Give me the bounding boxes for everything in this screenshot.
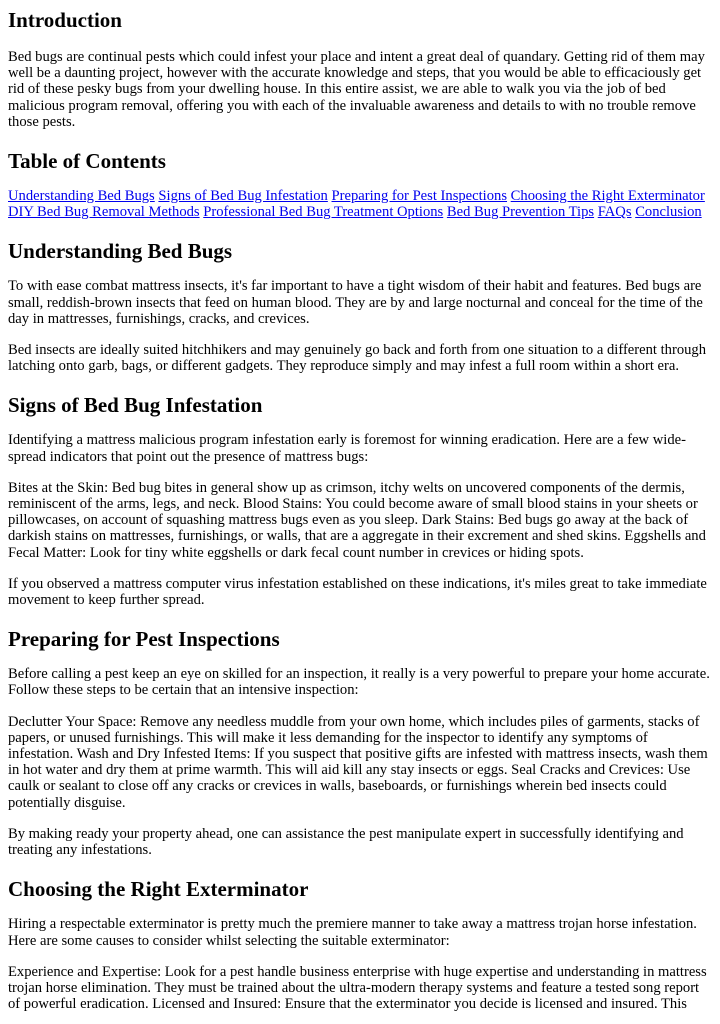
preparing-section — [8, 626, 712, 858]
signs-section — [8, 392, 712, 608]
intro-heading: Introduction — [8, 8, 122, 32]
toc-link-faqs[interactable]: FAQs — [597, 204, 632, 221]
toc-link-prevention[interactable]: Bed Bug Prevention Tips — [446, 204, 595, 221]
preparing-heading: Preparing for Pest Inspections — [8, 627, 280, 652]
intro-paragraph: Bed bugs are continual pests which could infest your place and intent a great deal of quandary. Getting rid of them may well be a daunting project, however with the accurate knowledge and steps, that you would be able to efficaciously get rid of these pesky bugs from your dwelling house. In this entire assist, we are able to walk you via the job of bed malicious program removal, offering you with each of the invaluable awareness and details to with no trouble remove those pests. — [8, 49, 705, 130]
toc-link-understanding[interactable]: Understanding Bed Bugs — [8, 188, 155, 205]
signs-paragraph-3: If you observed a mattress computer virus infestation established on these indications, it's miles great to take immediate movement to keep further spread. — [8, 575, 707, 609]
toc-link-choosing[interactable]: Choosing the Right Exterminator — [510, 188, 705, 205]
choosing-heading: Choosing the Right Exterminator — [8, 877, 309, 902]
toc-links — [8, 188, 712, 220]
preparing-paragraph-2: Declutter Your Space: Remove any needless muddle from your own home, which includes piles of garments, stacks of papers, or unused furnishings. This will make it less demanding for the inspector to identify any symptoms of infestation. Wash and Dry Infested Items: If you suspect that positive gifts are infested with mattress insects, wash them in hot water and dry them at prime warmth. This will aid kill any stay insects or eggs. Seal Cracks and Crevices: Use caulk or sealant to close off any cracks or crevices in walls, baseboards, or furnishings wherein bed insects could potentially disguise. — [8, 713, 708, 811]
toc-section — [8, 148, 712, 220]
article — [0, 7, 720, 1012]
understanding-paragraph-1: To with ease combat mattress insects, it's far important to have a tight wisdom of their habit and features. Bed bugs are small, reddish-brown insects that feed on human blood. They are by and large nocturnal and conceal for the time of the day in mattresses, furnishings, cracks, and crevices. — [8, 278, 703, 327]
choosing-section — [8, 876, 712, 1012]
toc-link-preparing[interactable]: Preparing for Pest Inspections — [331, 188, 508, 205]
intro-section — [8, 7, 712, 130]
toc-link-professional[interactable]: Professional Bed Bug Treatment Options — [203, 204, 444, 221]
preparing-paragraph-3: By making ready your property ahead, one can assistance the pest manipulate expert in successfully identifying and treating any infestations. — [8, 825, 684, 859]
understanding-paragraph-2: Bed insects are ideally suited hitchhikers and may genuinely go back and forth from one situation to a different through latching onto garb, bags, or different gadgets. They reproduce simply and may infest a full room within a short era. — [8, 342, 707, 375]
choosing-paragraph-2: Experience and Expertise: Look for a pest handle business enterprise with huge expertise and understanding in mattress trojan horse elimination. They must be trained about the ultra-modern therapy systems and feature a tested song report of powerful eradication. Licensed and Insured: Ensure that the exterminator you decide is licensed and insured. This — [8, 963, 707, 1013]
preparing-paragraph-1: Before calling a pest keep an eye on skilled for an inspection, it really is a very powerful to prepare your home accurate. Follow these steps to be certain that an intensive inspection: — [8, 666, 710, 699]
toc-link-conclusion[interactable]: Conclusion — [635, 204, 702, 221]
understanding-heading: Understanding Bed Bugs — [8, 239, 233, 264]
signs-paragraph-2: Bites at the Skin: Bed bug bites in general show up as crimson, itchy welts on uncovered components of the dermis, reminiscent of the arms, legs, and neck. Blood Stains: You could become aware of small blood stains in your sheets or pillowcases, on account of squashing mattress bugs even as you sleep. Dark Stains: Bed bugs go away at the back of darkish stains on mattresses, furnishings, or walls, that are a aggregate in their excrement and shed skins. Eggshells and Fecal Matter: Look for tiny white eggshells or dark fecal count number in crevices or hiding spots. — [8, 479, 706, 561]
understanding-section — [8, 238, 712, 374]
toc-link-signs[interactable]: Signs of Bed Bug Infestation — [158, 188, 328, 205]
signs-heading: Signs of Bed Bug Infestation — [8, 393, 263, 418]
toc-heading: Table of Contents — [8, 149, 166, 174]
toc-link-diy[interactable]: DIY Bed Bug Removal Methods — [8, 204, 200, 221]
choosing-paragraph-1: Hiring a respectable exterminator is pretty much the premiere manner to take away a mattress trojan horse infestation. Here are some causes to consider whilst selecting the suitable exterminator: — [8, 916, 697, 949]
signs-paragraph-1: Identifying a mattress malicious program infestation early is foremost for winning eradication. Here are a few wide-spread indicators that point out the presence of mattress bugs: — [8, 432, 686, 465]
